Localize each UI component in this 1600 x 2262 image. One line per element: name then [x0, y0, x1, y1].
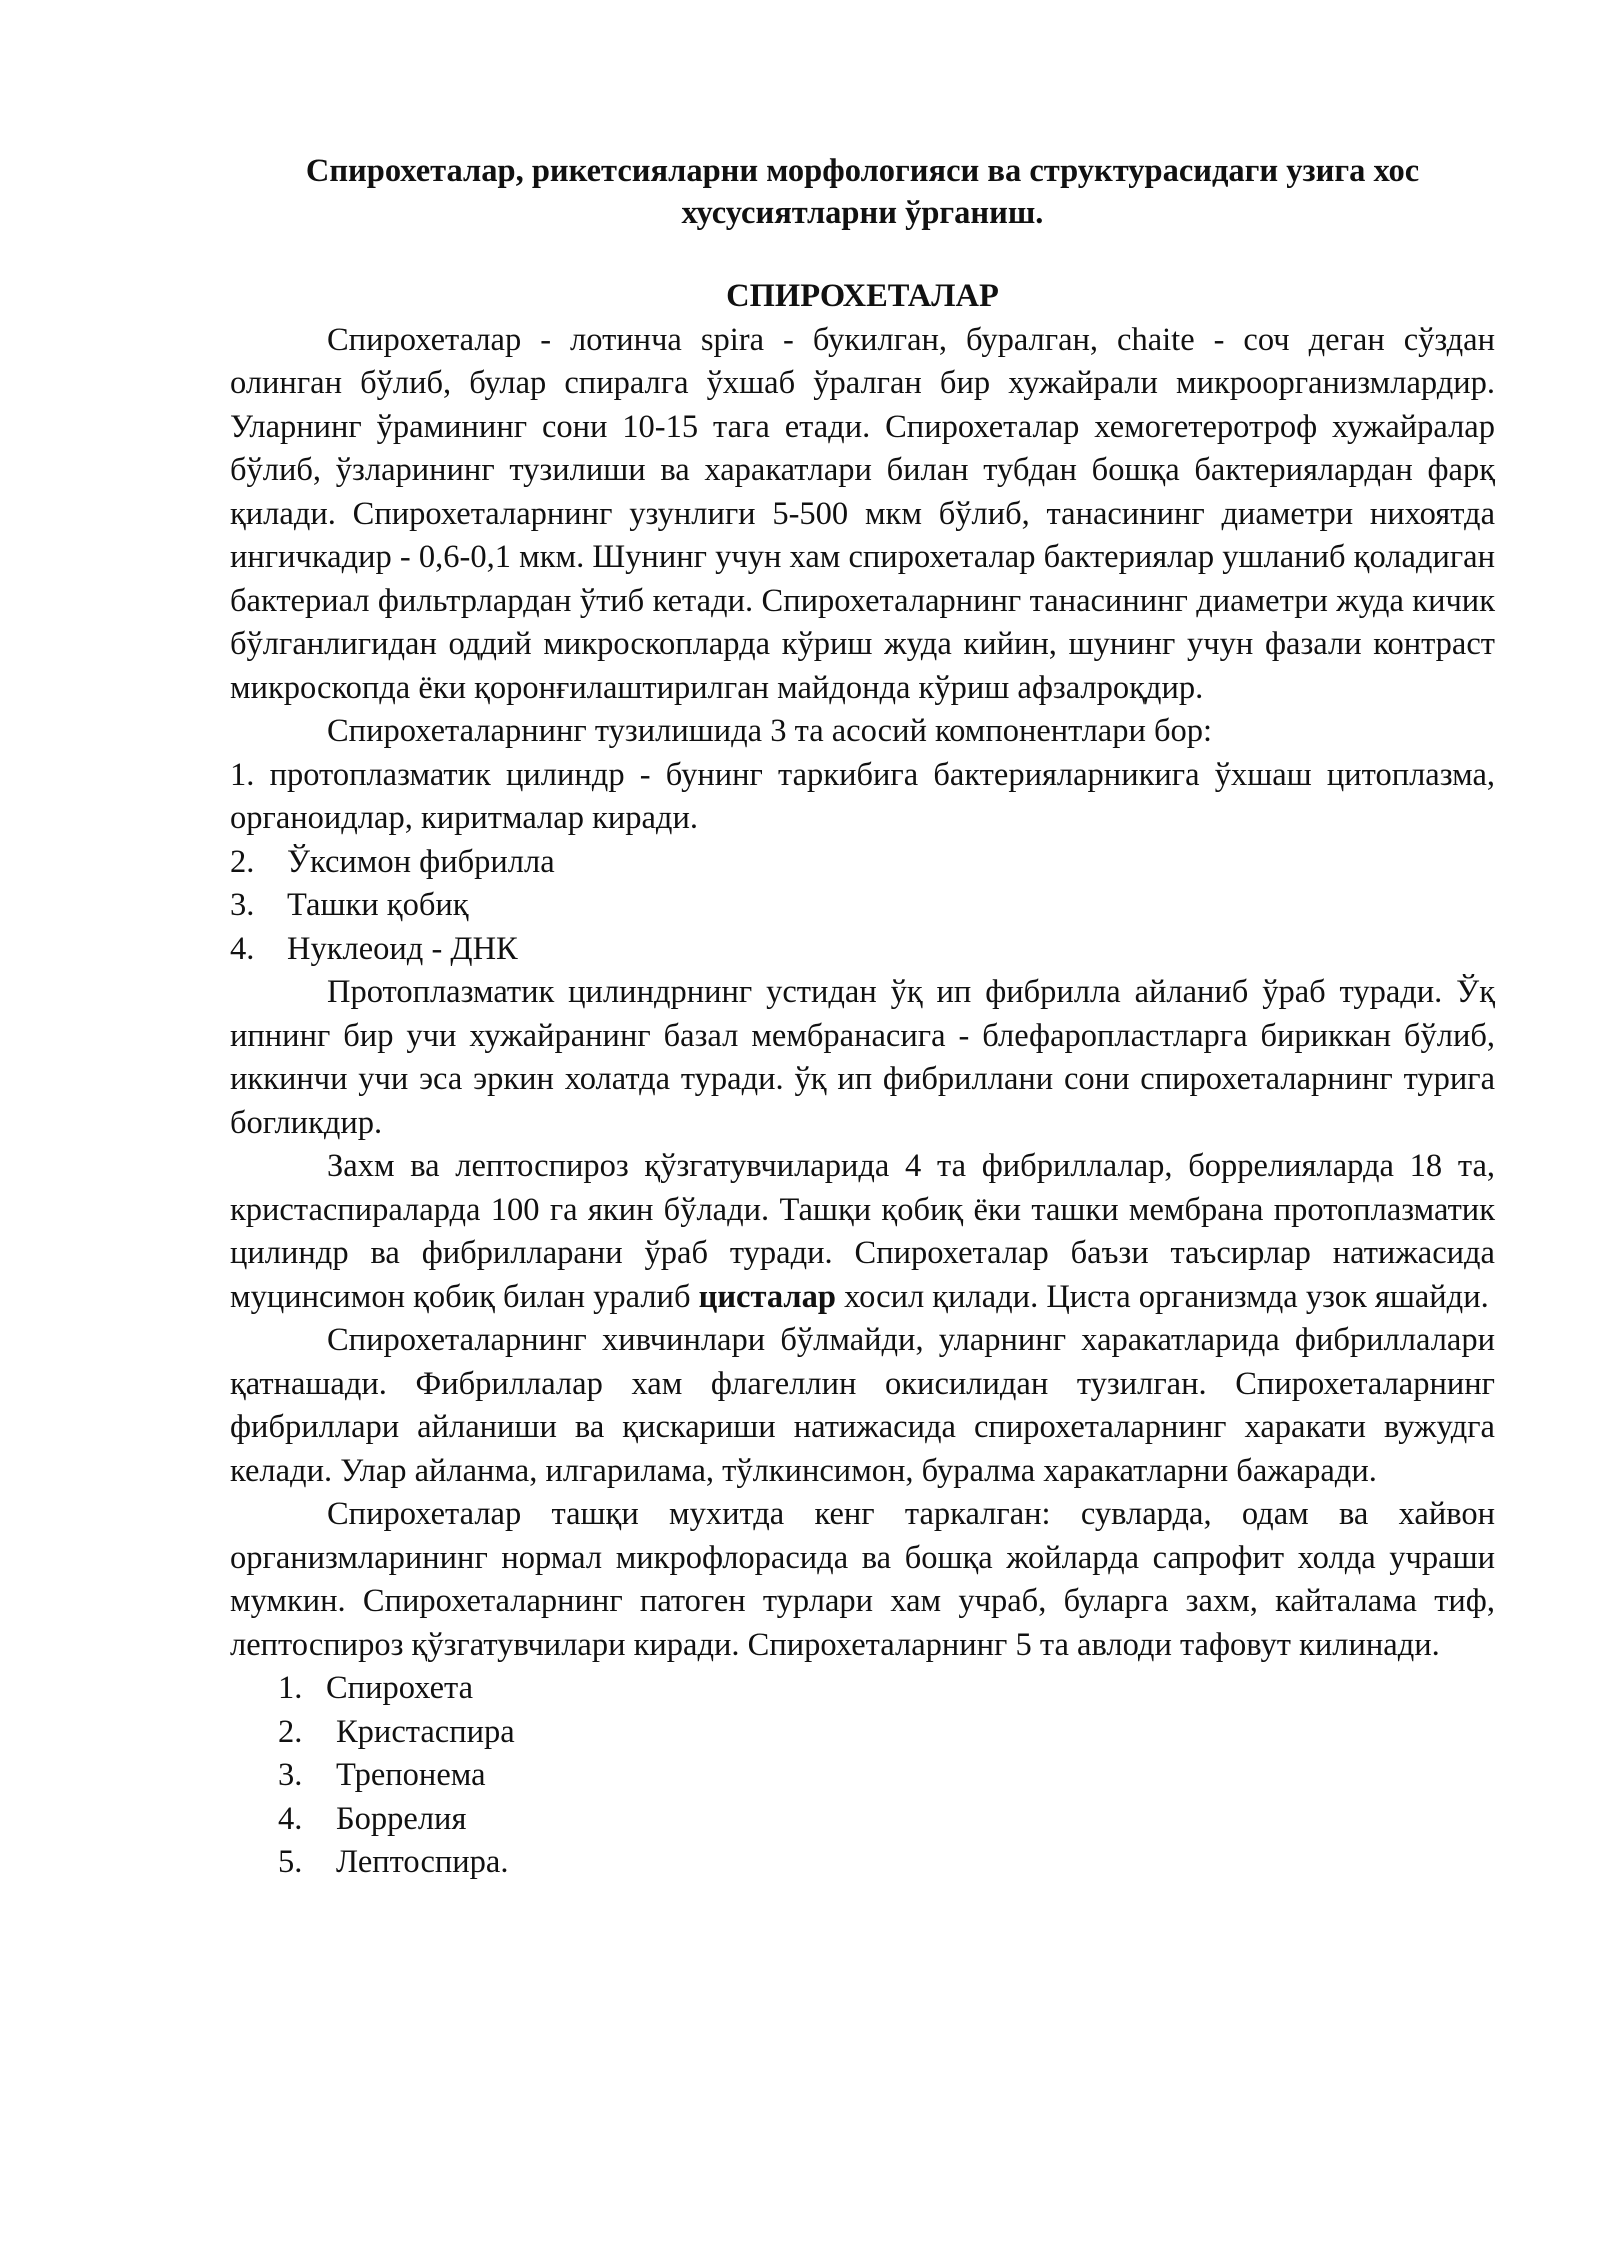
- list-item: [230, 1667, 1495, 1711]
- paragraph-movement: Спирохеталарнинг хивчинлари бўлмайди, уларнинг харакатларида фибриллалари қатнашади. Фибриллалар хам флагеллин окисилидан тузилган. Спирохеталарнинг фибриллари айланиши ва қискариши натижасида спирохеталарнинг харакати вужудга келади. Улар айланма, илгарилама, тўлкинсимон, буралма харакатларни бажаради.: [230, 1322, 1495, 1489]
- paragraph-distribution: Спирохеталар ташқи мухитда кенг таркалган: сувларда, одам ва хайвон организмларининг нормал микрофлорасида ва бошқа жойларда сапрофит холда учраши мумкин. Спирохеталарнинг патоген турлари хам учраб, буларга захм, кайталама тиф, лептоспироз қўзгатувчилари киради. Спирохеталарнинг 5 та авлоди тафовут килинади.: [230, 1496, 1495, 1663]
- list-item: [230, 1841, 1495, 1885]
- list-item-number: 2.: [278, 1713, 303, 1750]
- list-item-number: 3.: [230, 887, 255, 923]
- paragraph-axial-filament: Протоплазматик цилиндрнинг устидан ўқ ип фибрилла айланиб ўраб туради. Ўқ ипнинг бир учи хужайранинг базал мембранасига - блефаропластларга бириккан бўлиб, иккинчи учи эса эркин холатда туради. ўқ ип фибриллани сони спирохеталарнинг турига богликдир.: [230, 974, 1495, 1141]
- list-item: [230, 754, 1495, 841]
- list-item: [230, 1711, 1495, 1755]
- list-item-text: Ташки қобиқ: [287, 887, 469, 923]
- document-title: Спирохеталар, рикетсияларни морфологияси ва структурасидаги узига хос хусусиятларни ўрганиш.: [305, 153, 1420, 231]
- section-heading: СПИРОХЕТАЛАР: [726, 278, 999, 314]
- list-item-text: протоплазматик цилиндр - бунинг таркибига бактерияларникига ўхшаш цитоплазма, органоидлар, киритмалар киради.: [230, 756, 1496, 836]
- list-item-number: 4.: [230, 930, 255, 967]
- paragraph-fibrils: [230, 1145, 1495, 1319]
- list-item-number: 2.: [230, 843, 255, 880]
- list-item: [230, 1754, 1495, 1798]
- list-item: [230, 928, 1495, 972]
- components-list: [230, 754, 1495, 972]
- genera-list: [230, 1667, 1495, 1885]
- list-item-text: Ўксимон фибрилла: [287, 843, 555, 880]
- list-item-number: 1.: [278, 1670, 303, 1706]
- list-item-text: Кристаспира: [336, 1713, 515, 1750]
- list-item-number: 4.: [278, 1800, 303, 1837]
- list-item-number: 1.: [230, 756, 255, 793]
- list-item-text: Нуклеоид - ДНК: [287, 930, 518, 967]
- paragraph-intro: Спирохеталар - лотинча spira - букилган, буралган, chaite - соч деган сўздан олинган бўлиб, булар спиралга ўхшаб ўралган бир хужайрали микроорганизмлардир. Уларнинг ўрамининг сони 10-15 тага етади. Спирохеталар хемогетеротроф хужайралар бўлиб, ўзларининг тузилиши ва харакатлари билан тубдан бошқа бактериялардан фарқ қилади. Спирохеталарнинг узунлиги 5-500 мкм бўлиб, танасининг диаметри нихоятда ингичкадир - 0,6-0,1 мкм. Шунинг учун хам спирохеталар бактериялар ушланиб қоладиган бактериал фильтрлардан ўтиб кетади. Спирохеталарнинг танасининг диаметри жуда кичик бўлганлигидан оддий микроскопларда кўриш жуда кийин, шунинг учун фазали контраст микроскопда ёки қоронғилаштирилган майдонда кўриш афзалроқдир.: [230, 321, 1495, 706]
- list-item: [230, 841, 1495, 885]
- list-item-number: 3.: [278, 1757, 303, 1793]
- list-item-text: Боррелия: [336, 1800, 467, 1837]
- paragraph-components-intro: Спирохеталарнинг тузилишида 3 та асосий компонентлари бор:: [327, 713, 1213, 749]
- list-item-text: Лептоспира.: [336, 1844, 509, 1880]
- list-item: [230, 884, 1495, 928]
- list-item-text: Спирохета: [326, 1670, 474, 1706]
- document-page: [230, 150, 1495, 1885]
- paragraph-fibrils-text: Захм ва лептоспироз қўзгатувчиларида 4 та фибриллалар, боррелияларда 18 та, кристаспираларда 100 га якин бўлади. Ташқи қобиқ ёки ташки мембрана протоплазматик цилиндр ва фибрилларани ўраб туради. Спирохеталар баъзи таъсирлар натижасида муцинсимон қобиқ билан уралиб: [230, 1148, 1495, 1315]
- paragraph-fibrils-bold-term: цисталар: [698, 1278, 836, 1315]
- list-item-text: Трепонема: [336, 1757, 486, 1793]
- list-item: [230, 1798, 1495, 1842]
- list-item-number: 5.: [278, 1844, 303, 1880]
- paragraph-fibrils-text-end: хосил қилади. Циста организмда узок яшайди.: [835, 1278, 1489, 1315]
